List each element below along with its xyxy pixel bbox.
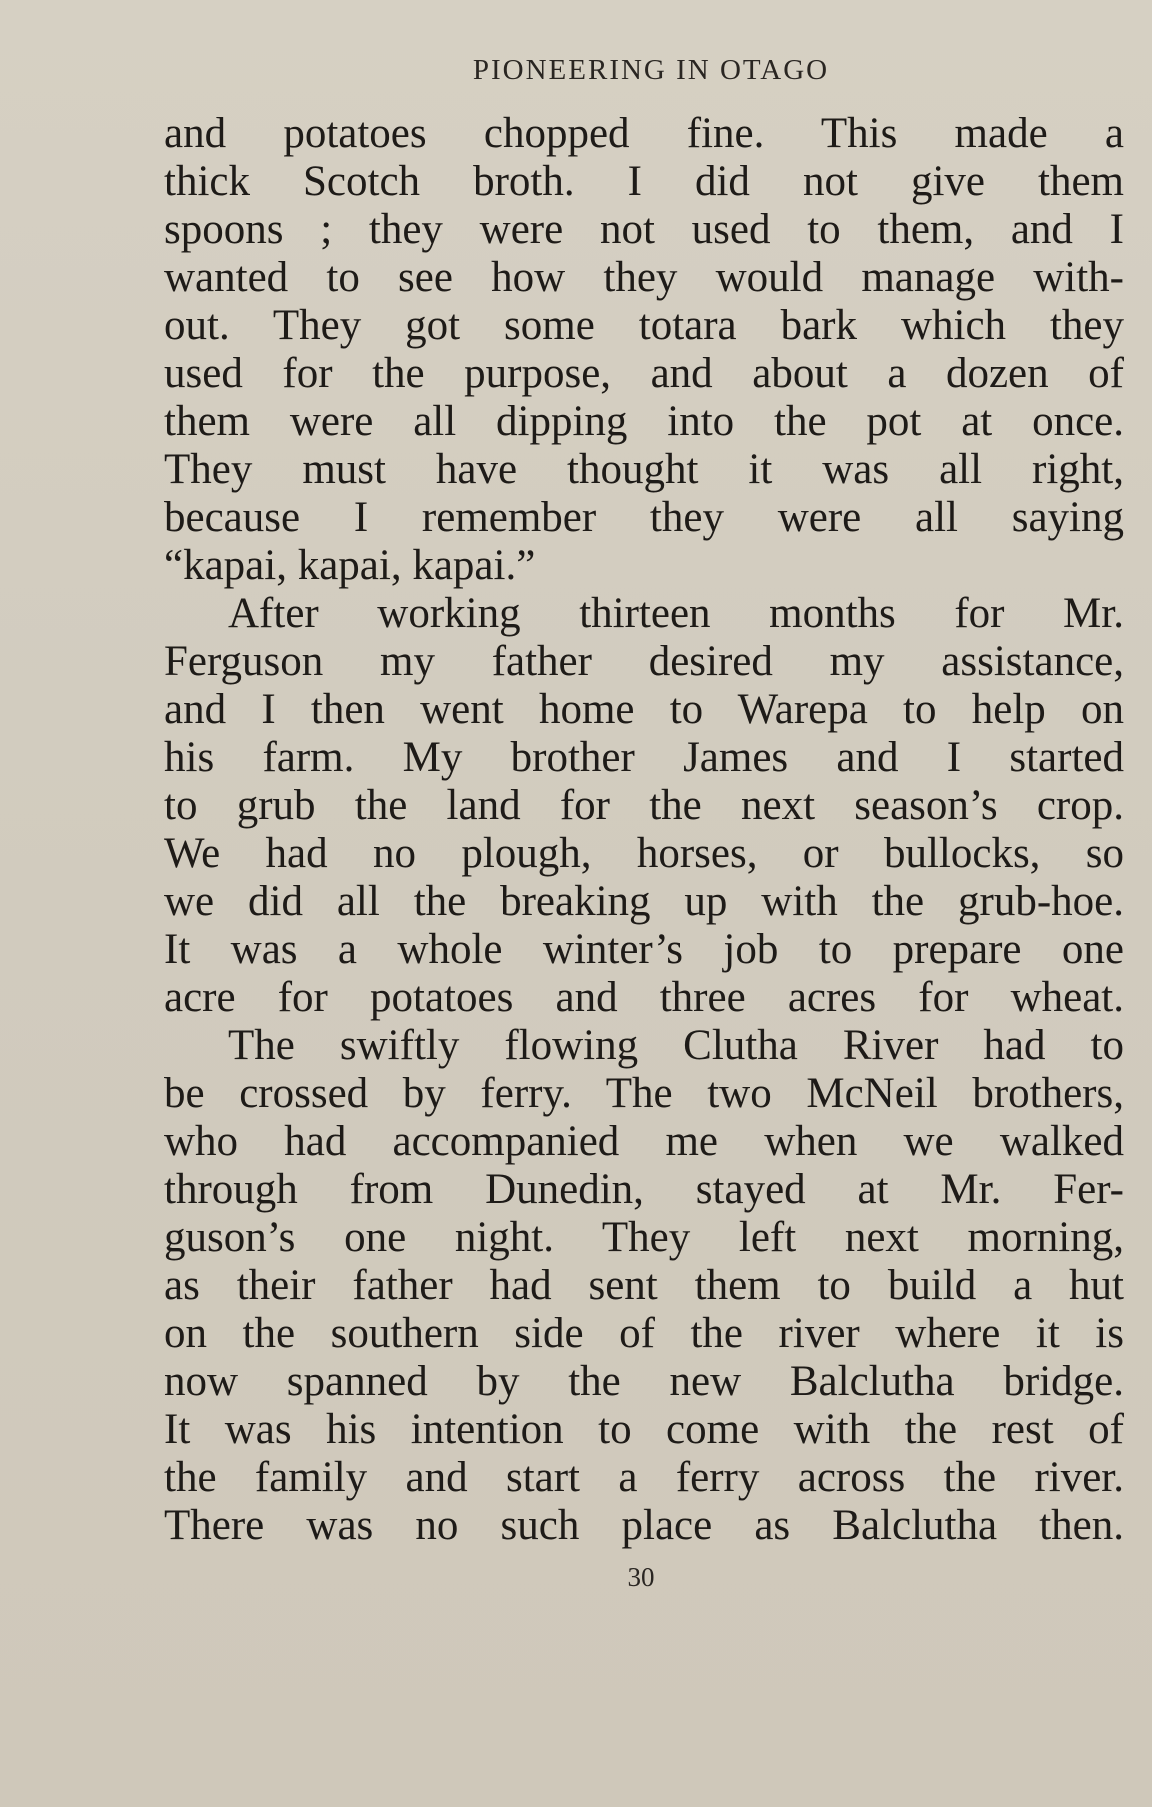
text-line: out. They got some totara bark which they [164, 302, 1124, 349]
text-line: and potatoes chopped fine. This made a [164, 110, 1124, 157]
text-line: It was a whole winter’s job to prepare one [164, 926, 1124, 973]
text-line: be crossed by ferry. The two McNeil brothers, [164, 1070, 1124, 1117]
text-line: used for the purpose, and about a dozen of [164, 350, 1124, 397]
text-line: The swiftly flowing Clutha River had to [228, 1022, 1124, 1069]
text-line: thick Scotch broth. I did not give them [164, 158, 1124, 205]
text-line: There was no such place as Balclutha then. [164, 1502, 1124, 1549]
text-line: who had accompanied me when we walked [164, 1118, 1124, 1165]
text-line: “kapai, kapai, kapai.” [164, 542, 536, 589]
text-line: because I remember they were all saying [164, 494, 1124, 541]
text-line: acre for potatoes and three acres for wheat. [164, 974, 1124, 1021]
text-line: Ferguson my father desired my assistance, [164, 638, 1124, 685]
text-line: We had no plough, horses, or bullocks, so [164, 830, 1124, 877]
text-line: guson’s one night. They left next morning, [164, 1214, 1124, 1261]
text-line: his farm. My brother James and I started [164, 734, 1124, 781]
text-line: to grub the land for the next season’s crop. [164, 782, 1124, 829]
body-text [164, 110, 1124, 1550]
text-line: we did all the breaking up with the grub-hoe. [164, 878, 1124, 925]
text-line: them were all dipping into the pot at once. [164, 398, 1124, 445]
text-line: spoons ; they were not used to them, and I [164, 206, 1124, 253]
text-line: They must have thought it was all right, [164, 446, 1124, 493]
text-line: and I then went home to Warepa to help on [164, 686, 1124, 733]
text-line: After working thirteen months for Mr. [228, 590, 1124, 637]
text-line: as their father had sent them to build a hut [164, 1262, 1124, 1309]
text-line: now spanned by the new Balclutha bridge. [164, 1358, 1124, 1405]
running-head: PIONEERING IN OTAGO [472, 54, 830, 86]
text-line: on the southern side of the river where it is [164, 1310, 1124, 1357]
page-number: 30 [627, 1562, 655, 1592]
text-line: wanted to see how they would manage with- [164, 254, 1124, 301]
text-line: It was his intention to come with the rest of [164, 1406, 1124, 1453]
text-line: through from Dunedin, stayed at Mr. Fer- [164, 1166, 1124, 1213]
text-line: the family and start a ferry across the river. [164, 1454, 1124, 1501]
